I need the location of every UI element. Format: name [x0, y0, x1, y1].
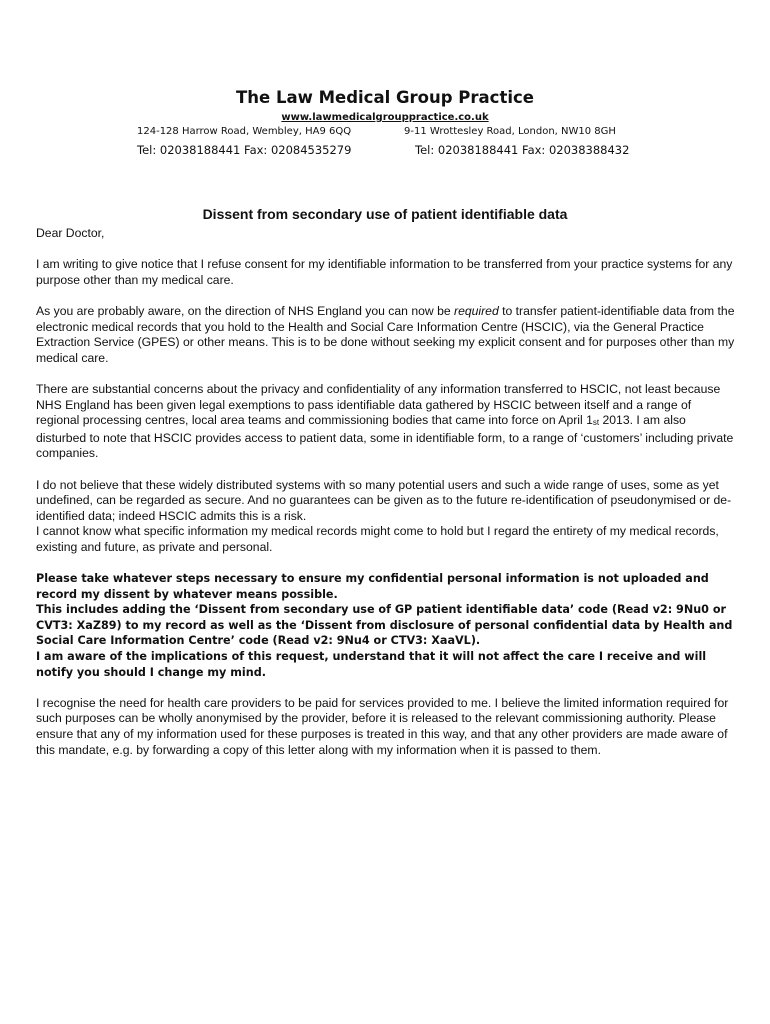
salutation: Dear Doctor,	[36, 226, 105, 240]
bold-request-codes: This includes adding the ‘Dissent from secondary use of GP patient identifiable data’ code (Read v2: 9Nu0 or CVT3: XaZ89) to my record as well as the ‘Dissent from disclosure of personal confidential data by Health and Social Care Information Centre’ code (Read v2: 9Nu4 or CTV3: XaaVL).	[36, 603, 733, 648]
emphasis-required: required	[454, 303, 499, 318]
paragraph-security: I do not believe that these widely distributed systems with so many potential users and such a wide range of uses, some as yet undefined, can be regarded as secure. And no guarantees can be given as to the future re-identification of pseudonymised or de-identified data; indeed HSCIC admits this is a risk.	[36, 477, 732, 523]
letterhead	[0, 87, 770, 126]
practice-name: The Law Medical Group Practice	[236, 88, 534, 107]
paragraph-nhs-direction: As you are probably aware, on the direction of NHS England you can now be required to transfer patient-identifiable data from the electronic medical records that you hold to the Health and Social Care Information Centre (HSCIC), via the General Practice Extraction Service (GPES) or other means. This is to be done without seeking my explicit consent and for purposes other than my medical care.	[36, 303, 735, 365]
bold-request-aware: I am aware of the implications of this request, understand that it will not affect the care I receive and will notify you should I change my mind.	[36, 650, 707, 679]
paragraph-privacy-concerns: There are substantial concerns about the privacy and confidentiality of any information transferred to HSCIC, not least because NHS England has been given legal exemptions to pass identifiable data gathered by HSCIC between itself and a range of regional processing centres, local area teams and commissioning bodies that came into force on April $1_{st}$ 2013. I am also disturbed to note that HSCIC provides access to patient data, some in identifiable form, to a range of ‘customers’ including private companies.	[36, 381, 734, 461]
letter-body	[36, 226, 736, 774]
contact-wembley: Tel: 02038188441 Fax: 02084535279	[137, 143, 352, 157]
bold-request-block	[36, 571, 736, 680]
paragraph-private-records: I cannot know what specific information my medical records might come to hold but I regard the entirety of my medical records, existing and future, as private and personal.	[36, 524, 719, 554]
paragraph-refuse-consent: I am writing to give notice that I refuse consent for my identifiable information to be transferred from your practice systems for any purpose other than my medical care.	[36, 257, 733, 287]
bold-request-steps: Please take whatever steps necessary to ensure my confidential personal information is not uploaded and record my dissent by whatever means possible.	[36, 572, 709, 601]
contact-london: Tel: 02038188441 Fax: 02038388432	[415, 143, 630, 157]
address-london: 9-11 Wrottesley Road, London, NW10 8GH	[404, 126, 616, 137]
practice-website-link[interactable]: www.lawmedicalgrouppractice.co.uk	[281, 112, 489, 123]
paragraph-anonymised: I recognise the need for health care providers to be paid for services provided to me. I believe the limited information required for such purposes can be wholly anonymised by the provider, before it is released to the relevant commissioning authority. Please ensure that any of my information used for these purposes is treated in this way, and that any other providers are made aware of this mandate, e.g. by forwarding a copy of this letter along with my information when it is passed to them.	[36, 695, 729, 757]
address-wembley: 124-128 Harrow Road, Wembley, HA9 6QQ	[137, 126, 352, 137]
letter-title: Dissent from secondary use of patient identifiable data	[202, 206, 568, 222]
